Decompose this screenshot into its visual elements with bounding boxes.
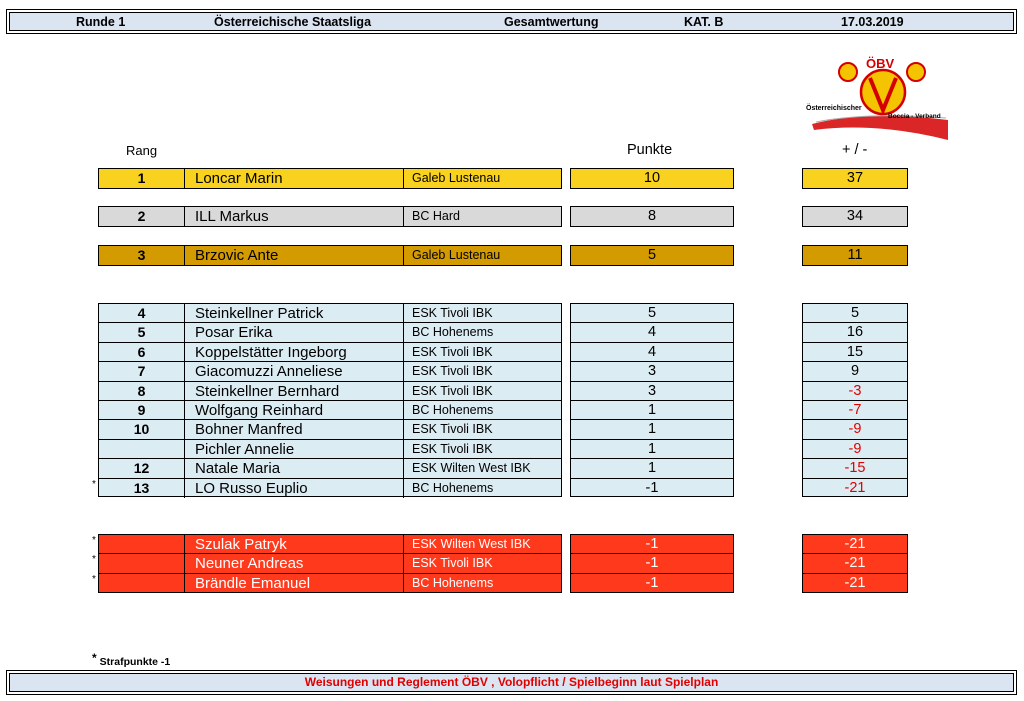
table-row	[99, 554, 561, 573]
podium-row-3	[98, 245, 562, 266]
diff-cell: 9	[803, 362, 907, 381]
penalty-star: *	[92, 478, 96, 490]
penalty-star: *	[92, 573, 96, 585]
diff-cell: -21	[844, 479, 866, 496]
diff-cell: 34	[846, 208, 864, 224]
rank-cell	[99, 535, 185, 553]
rank-cell: 6	[99, 343, 185, 361]
footnote	[92, 651, 170, 668]
club-name: ESK Tivoli IBK	[412, 383, 493, 398]
diff-cell: 5	[803, 304, 907, 323]
table-row	[99, 479, 561, 498]
podium-row-2	[98, 206, 562, 227]
table-row	[99, 304, 561, 323]
rank-cell: 13	[99, 479, 185, 498]
points-cell: 5	[647, 247, 657, 263]
points-cell: 1	[571, 401, 733, 420]
table-row	[99, 323, 561, 342]
logo-line2: Boccia - Verband	[888, 113, 941, 120]
rank-cell: 7	[99, 362, 185, 380]
diff-cell: 15	[803, 343, 907, 362]
player-name: Bohner Manfred	[185, 420, 404, 438]
obv-logo	[806, 52, 950, 142]
diff-cell: -9	[803, 440, 907, 459]
rank-cell: 1	[99, 169, 185, 188]
player-name: Wolfgang Reinhard	[185, 401, 404, 419]
footer-text: Weisungen und Reglement ÖBV , Volopflicht / Spielbeginn laut Spielplan	[9, 673, 1014, 692]
table-row	[99, 574, 561, 593]
player-name: Brändle Emanuel	[185, 574, 404, 593]
diff-cell: -21	[844, 574, 866, 591]
club-name: BC Hard	[412, 209, 460, 223]
player-name: Szulak Patryk	[185, 535, 404, 553]
points-cell: 8	[647, 208, 657, 224]
club-name: ESK Tivoli IBK	[412, 344, 493, 359]
diff-cell: -21	[803, 535, 907, 554]
rank-cell: 10	[99, 420, 185, 438]
club-name: ESK Tivoli IBK	[412, 556, 493, 571]
podium-row-1	[98, 168, 562, 189]
penalty-star: *	[92, 535, 96, 546]
player-name: Neuner Andreas	[185, 554, 404, 572]
table-row	[99, 382, 561, 401]
ranking-points-column	[570, 303, 734, 497]
diff-cell: -21	[803, 554, 907, 573]
player-name: Posar Erika	[185, 323, 404, 341]
footer-bar	[6, 670, 1017, 695]
player-name: ILL Markus	[185, 207, 404, 226]
date-label: 17.03.2019	[841, 15, 904, 29]
points-cell: 3	[571, 382, 733, 401]
podium-points-1	[570, 168, 734, 189]
table-row	[99, 535, 561, 554]
table-row	[99, 343, 561, 362]
player-name: LO Russo Euplio	[185, 479, 404, 498]
podium-diff-3	[802, 245, 908, 266]
diff-cell: -7	[803, 401, 907, 420]
ranking-diff-column	[802, 303, 908, 497]
diff-cell: 11	[847, 247, 863, 263]
points-cell: -1	[571, 554, 733, 573]
points-cell: -1	[645, 479, 659, 496]
player-name: Pichler Annelie	[185, 440, 404, 458]
ranking-type: Gesamtwertung	[504, 15, 599, 29]
league-title: Österreichische Staatsliga	[214, 15, 372, 29]
points-cell: 5	[571, 304, 733, 323]
table-row	[99, 440, 561, 459]
logo-line1: Österreichischer	[806, 105, 862, 112]
rank-cell: 3	[99, 246, 185, 265]
club-name: Galeb Lustenau	[412, 248, 501, 262]
ranking-table	[98, 303, 562, 497]
points-column-header: Punkte	[627, 142, 673, 158]
penalty-table	[98, 534, 562, 593]
points-cell: 1	[571, 420, 733, 439]
penalty-star: *	[92, 554, 96, 566]
table-row	[99, 401, 561, 420]
diff-cell: 16	[803, 323, 907, 342]
footnote-text: Strafpunkte -1	[99, 656, 171, 668]
diff-column-header: + / -	[842, 142, 868, 158]
round-label: Runde 1	[76, 15, 126, 29]
player-name: Steinkellner Bernhard	[185, 382, 404, 400]
points-cell: -1	[645, 574, 659, 591]
podium-points-2	[570, 206, 734, 227]
club-name: BC Hohenems	[412, 480, 494, 495]
rank-cell: 12	[99, 459, 185, 477]
player-name: Giacomuzzi Anneliese	[185, 362, 404, 380]
rank-cell: 5	[99, 323, 185, 341]
table-row	[99, 420, 561, 439]
club-name: ESK Tivoli IBK	[412, 364, 493, 379]
player-name: Loncar Marin	[185, 169, 404, 188]
points-cell: 1	[571, 459, 733, 478]
club-name: ESK Tivoli IBK	[412, 441, 493, 456]
rank-cell: 9	[99, 401, 185, 419]
podium-diff-1	[802, 168, 908, 189]
club-name: Galeb Lustenau	[412, 171, 501, 185]
rank-cell	[99, 574, 185, 593]
diff-cell: 37	[846, 170, 864, 186]
rank-cell	[99, 554, 185, 572]
rank-cell	[99, 440, 185, 458]
rank-cell: 2	[99, 207, 185, 226]
points-cell: 4	[571, 343, 733, 362]
diff-cell: -9	[803, 420, 907, 439]
club-name: ESK Tivoli IBK	[412, 306, 493, 320]
club-name: BC Hohenems	[412, 325, 494, 340]
club-name: ESK Tivoli IBK	[412, 422, 493, 437]
table-row	[99, 362, 561, 381]
player-name: Steinkellner Patrick	[185, 304, 404, 322]
points-cell: 1	[571, 440, 733, 459]
podium-points-3	[570, 245, 734, 266]
penalty-points-column	[570, 534, 734, 593]
rank-cell: 8	[99, 382, 185, 400]
footnote-star: *	[92, 651, 97, 665]
player-name: Koppelstätter Ingeborg	[185, 343, 404, 361]
club-name: ESK Wilten West IBK	[412, 461, 531, 476]
rank-cell: 4	[99, 304, 185, 322]
club-name: BC Hohenems	[412, 575, 494, 590]
diff-cell: -15	[803, 459, 907, 478]
category-label: KAT. B	[684, 15, 724, 29]
logo-brand: ÖBV	[866, 56, 895, 71]
podium-diff-2	[802, 206, 908, 227]
points-cell: 10	[643, 170, 661, 186]
player-name: Brzovic Ante	[185, 246, 404, 265]
penalty-diff-column	[802, 534, 908, 593]
club-name: BC Hohenems	[412, 402, 494, 417]
points-cell: -1	[571, 535, 733, 554]
table-row	[99, 459, 561, 478]
points-cell: 3	[571, 362, 733, 381]
diff-cell: -3	[803, 382, 907, 401]
club-name: ESK Wilten West IBK	[412, 537, 531, 551]
points-cell: 4	[571, 323, 733, 342]
header-bar	[6, 9, 1017, 34]
player-name: Natale Maria	[185, 459, 404, 477]
rank-column-header: Rang	[126, 143, 158, 158]
